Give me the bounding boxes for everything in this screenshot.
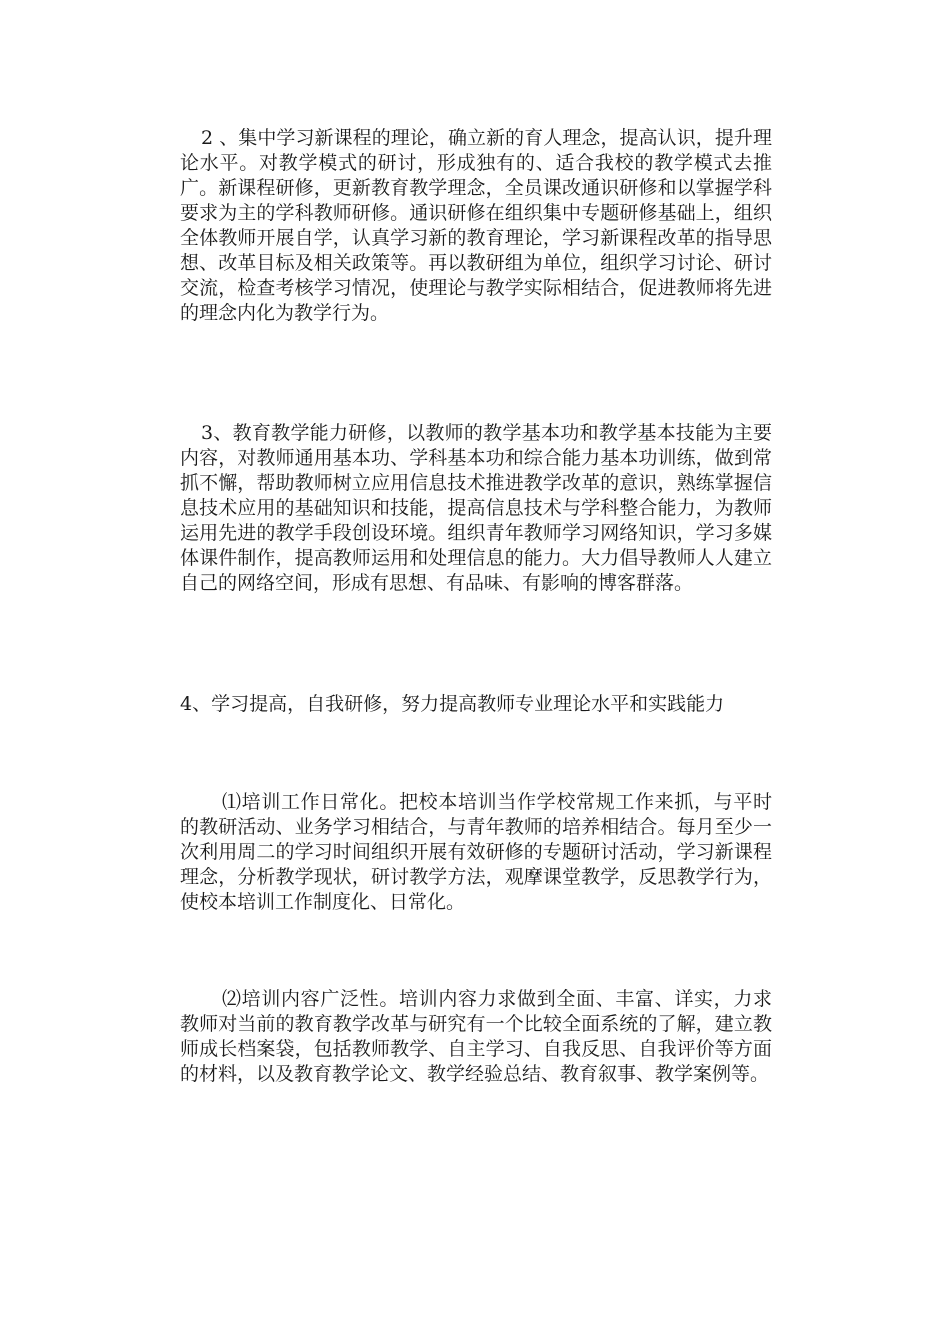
- paragraph-item-2: 2 、集中学习新课程的理论，确立新的育人理念，提高认识，提升理论水平。对教学模式的研讨，形成独有的、适合我校的教学模式去推广。新课程研修，更新教育教学理念，全员课改通识研修和以掌握学科要求为主的学科教师研修。通识研修在组织集中专题研修基础上，组织全体教师开展自学，认真学习新的教育理论，学习新课程改革的指导思想、改革目标及相关政策等。再以教研组为单位，组织学习讨论、研讨交流，检查考核学习情况，使理论与教学实际相结合，促进教师将先进的理念内化为教学行为。: [180, 127, 772, 324]
- paragraph-subitem-2: ⑵培训内容广泛性。培训内容力求做到全面、丰富、详实，力求教师对当前的教育教学改革与研究有一个比较全面系统的了解，建立教师成长档案袋，包括教师教学、自主学习、自我反思、自我评价等方面的材料，以及教育教学论文、教学经验总结、教育叙事、教学案例等。: [180, 988, 772, 1085]
- paragraph-item-4-heading: 4、学习提高，自我研修，努力提高教师专业理论水平和实践能力: [180, 693, 725, 715]
- paragraph-item-3: 3、教育教学能力研修，以教师的教学基本功和教学基本技能为主要内容，对教师通用基本功、学科基本功和综合能力基本功训练，做到常抓不懈，帮助教师树立应用信息技术推进教学改革的意识，熟练掌握信息技术应用的基础知识和技能，提高信息技术与学科整合能力，为教师运用先进的教学手段创设环境。组织青年教师学习网络知识，学习多媒体课件制作，提高教师运用和处理信息的能力。大力倡导教师人人建立自己的网络空间，形成有思想、有品味、有影响的博客群落。: [180, 422, 772, 594]
- paragraph-subitem-1: ⑴培训工作日常化。把校本培训当作学校常规工作来抓，与平时的教研活动、业务学习相结合，与青年教师的培养相结合。每月至少一次利用周二的学习时间组织开展有效研修的专题研讨活动，学习新课程理念，分析教学现状，研讨教学方法，观摩课堂教学，反思教学行为，使校本培训工作制度化、日常化。: [180, 791, 772, 913]
